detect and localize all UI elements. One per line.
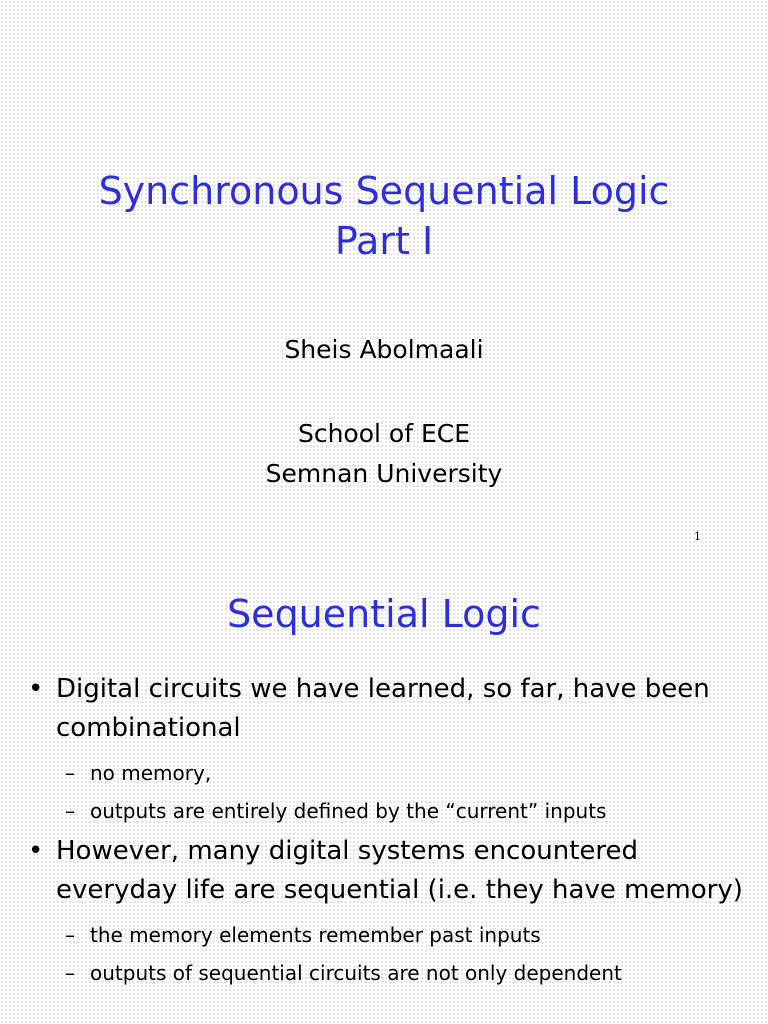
dash-icon: – (65, 923, 75, 947)
bullet-icon: • (28, 674, 44, 704)
sub-bullet-item (56, 792, 748, 830)
sub-bullet-item (56, 916, 748, 954)
dash-icon: – (65, 961, 75, 985)
slide-number: 1 (694, 530, 701, 543)
affiliation-line-2: Semnan University (265, 459, 503, 488)
bullet-icon: • (28, 836, 44, 866)
sub-bullet-list (56, 916, 748, 992)
bullet-text: Digital circuits we have learned, so far, have been combinational (56, 674, 710, 743)
title-line-1: Synchronous Sequential Logic (98, 169, 670, 213)
sub-bullet-item (56, 954, 748, 992)
slide-2 (0, 560, 768, 1024)
bullet-text: However, many digital systems encountered everyday life are sequential (i.e. they have memory) (56, 836, 743, 905)
sub-bullet-text: outputs of sequential circuits are not only dependent (90, 961, 622, 985)
sub-bullet-item (56, 754, 748, 792)
bullet-list (0, 670, 768, 994)
author-name: Sheis Abolmaali (284, 335, 484, 364)
sub-bullet-text: the memory elements remember past inputs (90, 923, 541, 947)
bullet-item (0, 670, 768, 830)
sub-bullet-text: no memory, (90, 761, 212, 785)
bullet-item (0, 832, 768, 992)
dash-icon: – (65, 761, 75, 785)
affiliation-line-1: School of ECE (297, 419, 471, 448)
slide-2-title: Sequential Logic (227, 592, 541, 636)
author-block (0, 330, 768, 494)
sub-bullet-text: outputs are entirely defined by the “current” inputs (90, 799, 607, 823)
dash-icon: – (65, 799, 75, 823)
sub-bullet-list (56, 754, 748, 830)
title-line-2: Part I (334, 219, 434, 263)
slide-1-title (0, 166, 768, 266)
